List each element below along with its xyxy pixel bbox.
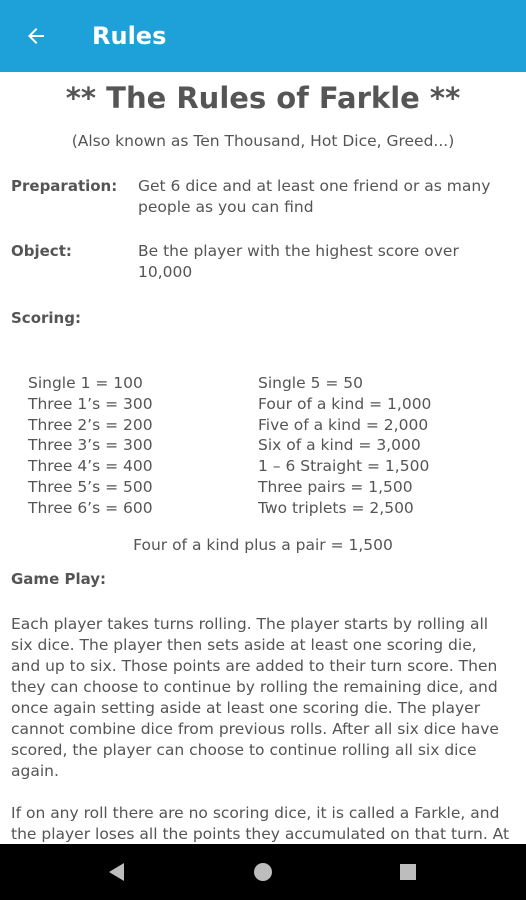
score-item: Three pairs = 1,500 (258, 477, 413, 496)
preparation-label: Preparation: (11, 177, 118, 195)
score-item: Four of a kind = 1,000 (258, 394, 432, 413)
game-play-label: Game Play: (11, 570, 107, 588)
rules-content[interactable] (0, 72, 526, 844)
score-item: Single 1 = 100 (28, 374, 143, 392)
score-item: Single 5 = 50 (258, 374, 364, 392)
score-item: Five of a kind = 2,000 (258, 415, 429, 434)
rules-heading: ** The Rules of Farkle ** (65, 81, 461, 115)
rules-subtitle: (Also known as Ten Thousand, Hot Dice, Greed...) (71, 132, 455, 150)
arrow-back-icon (24, 24, 48, 48)
nav-recents-button[interactable] (396, 860, 420, 884)
score-item: 1 – 6 Straight = 1,500 (258, 457, 430, 476)
score-item: Two triplets = 2,500 (258, 498, 414, 517)
nav-back-button[interactable] (104, 860, 128, 884)
score-item: Three 3’s = 300 (28, 436, 153, 455)
page-title: Rules (92, 22, 167, 50)
game-play-paragraph-1: Each player takes turns rolling. The player starts by rolling all six dice. The player then sets aside at least one scoring die, and up to six. Those points are added to their turn score. Then they can choose to continue by rolling the remaining dice, and once again setting aside at least one scoring die. The player cannot combine dice from previous rolls. After all six dice have scored, the player can choose to continue rolling all six dice again. (11, 615, 499, 780)
score-combo: Four of a kind plus a pair = 1,500 (133, 536, 393, 554)
score-item: Three 5’s = 500 (28, 477, 153, 496)
score-item: Three 2’s = 200 (28, 415, 153, 434)
scoring-list-left (28, 373, 153, 519)
preparation-text: Get 6 dice and at least one friend or as many people as you can find (138, 177, 491, 216)
object-text: Be the player with the highest score over 10,000 (138, 242, 459, 281)
scoring-list-right (258, 373, 431, 519)
nav-home-button[interactable] (251, 860, 275, 884)
system-nav-bar (0, 844, 526, 900)
back-button[interactable] (18, 18, 54, 54)
score-item: Three 6’s = 600 (28, 498, 153, 517)
triangle-back-icon (106, 861, 126, 883)
score-item: Three 1’s = 300 (28, 394, 153, 413)
object-label: Object: (11, 242, 72, 260)
scoring-label: Scoring: (11, 309, 81, 327)
app-bar (0, 0, 526, 72)
circle-home-icon (252, 861, 274, 883)
game-play-paragraph-2: If on any roll there are no scoring dice, it is called a Farkle, and the player loses all the points they accumulated on that turn. At (11, 804, 510, 843)
score-item: Three 4’s = 400 (28, 457, 153, 476)
square-recents-icon (398, 862, 418, 882)
score-item: Six of a kind = 3,000 (258, 436, 421, 455)
